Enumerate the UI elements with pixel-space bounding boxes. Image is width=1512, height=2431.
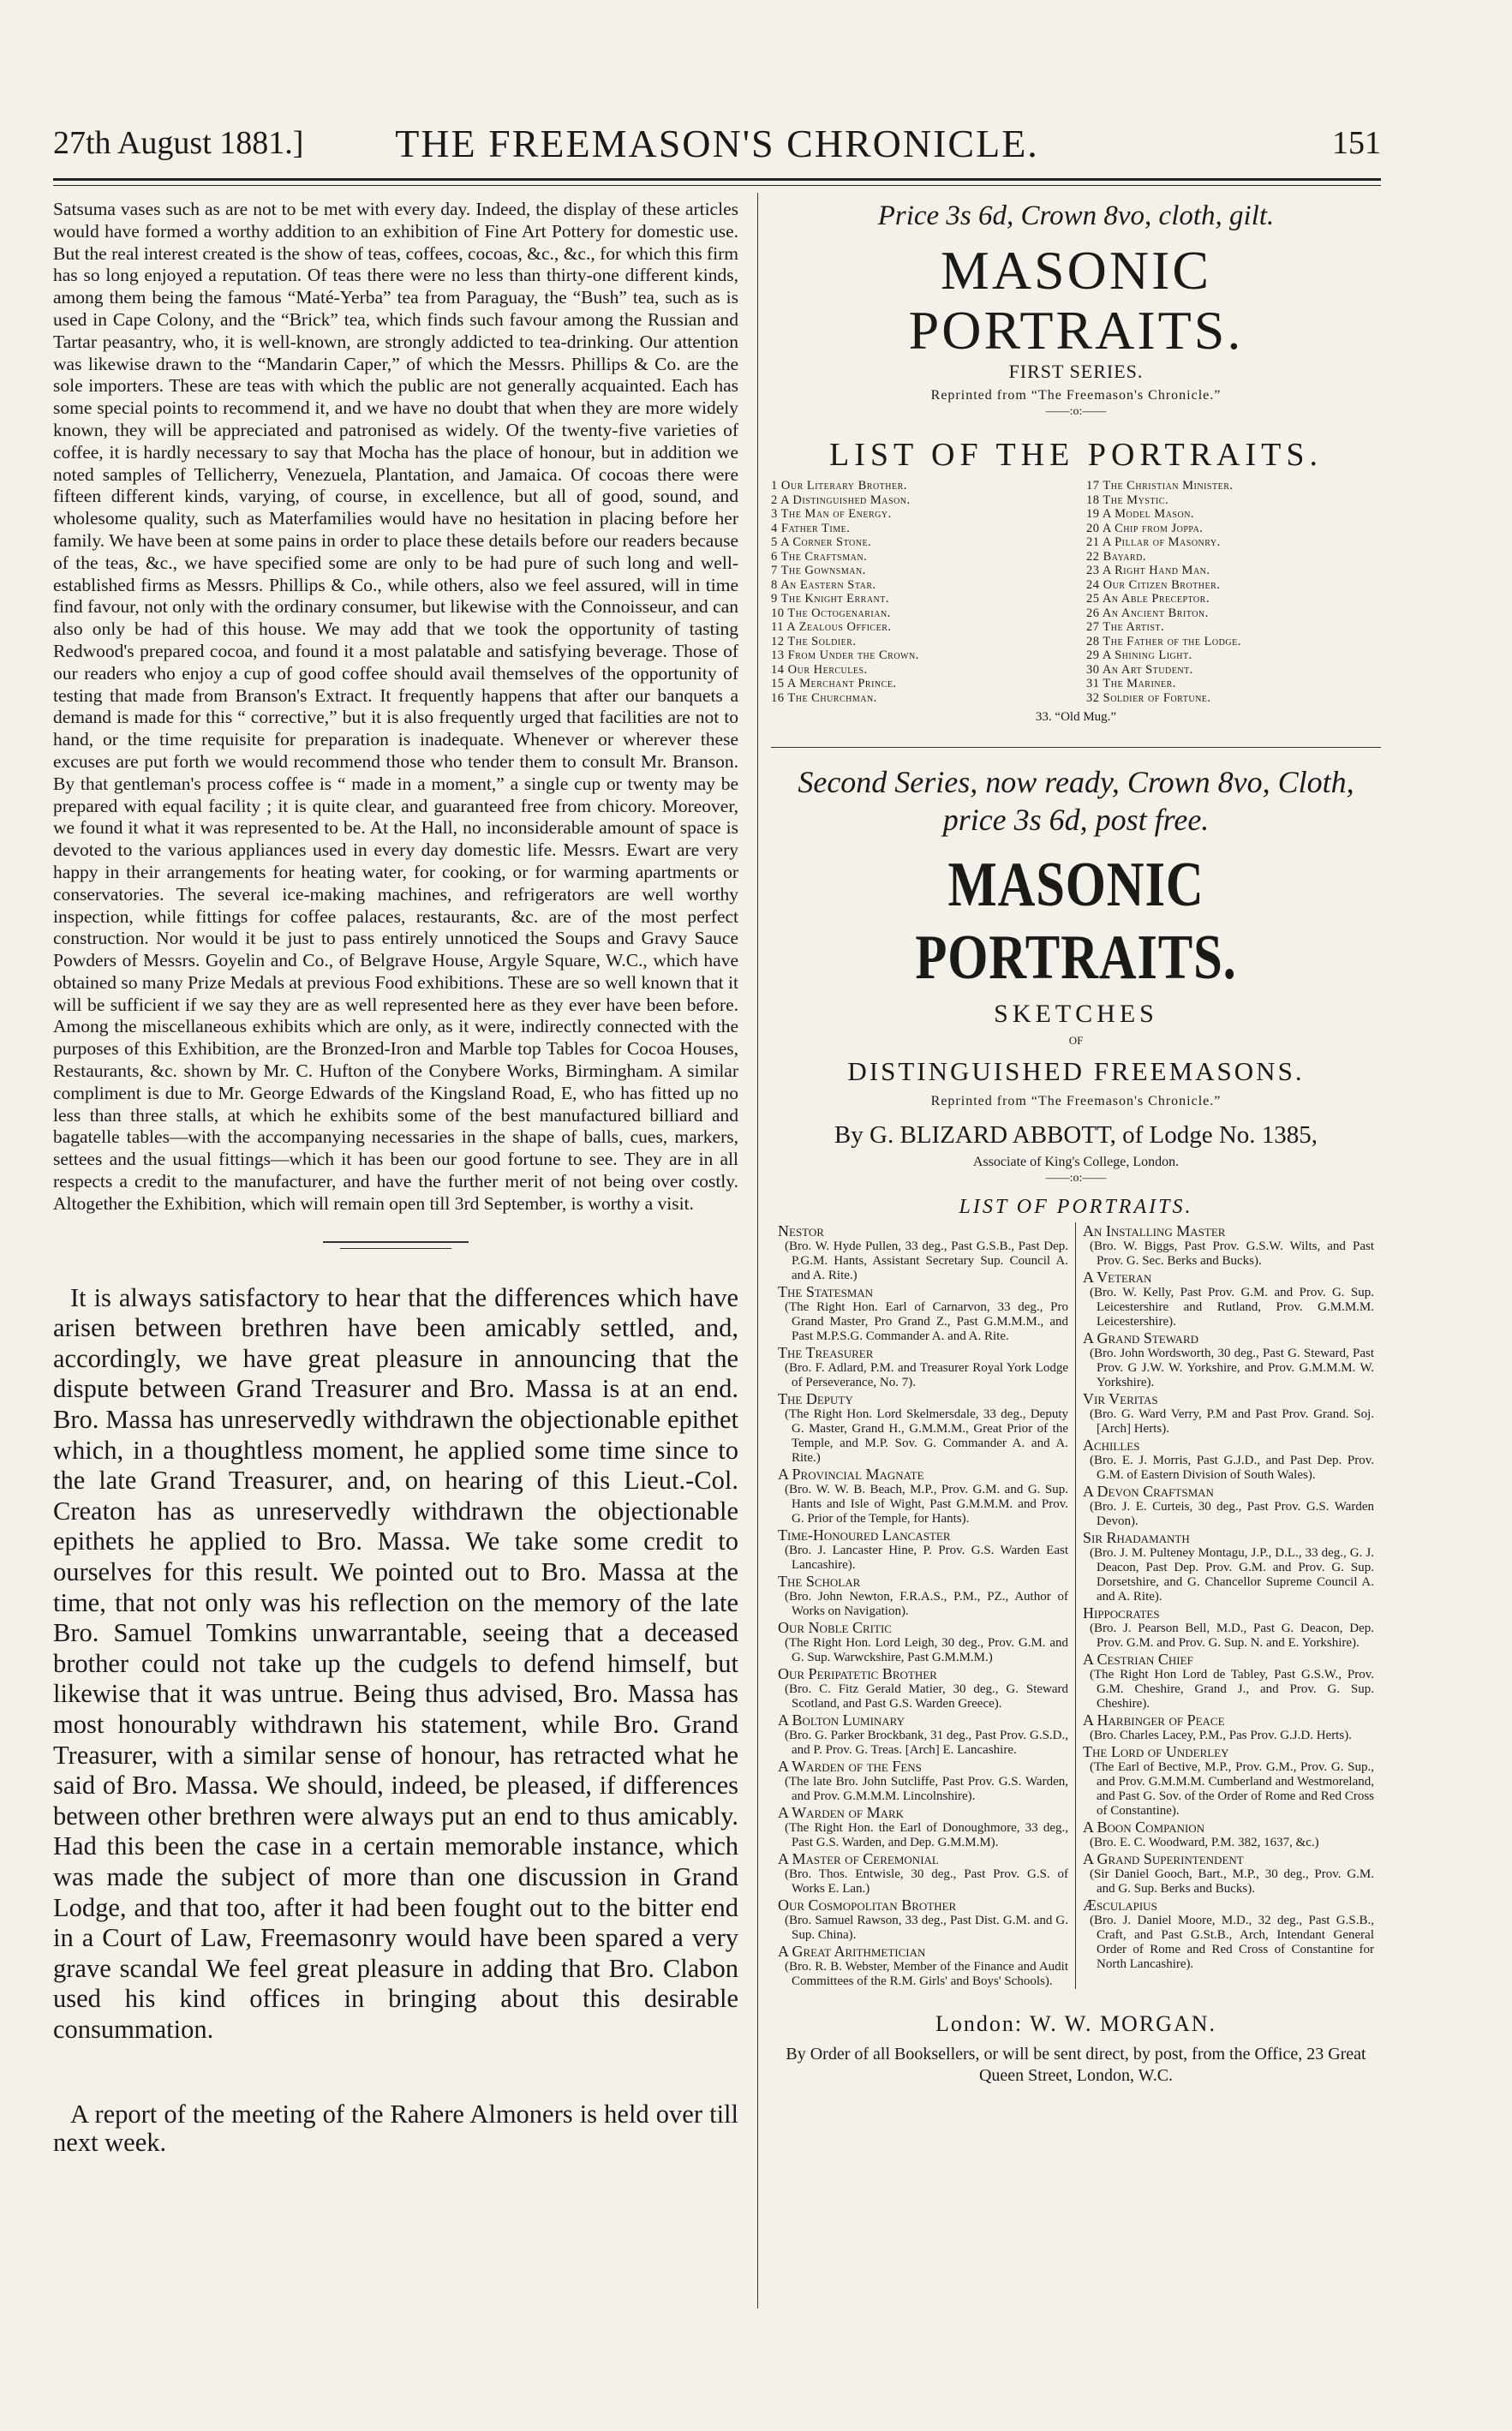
- list-item: [778, 1526, 1068, 1573]
- list-item: [1083, 1529, 1374, 1604]
- list-item: 12 The Soldier.: [771, 634, 857, 648]
- ad2-distinguished: DISTINGUISHED FREEMASONS.: [847, 1056, 1305, 1086]
- ad1-list-title: LIST OF THE PORTRAITS.: [829, 437, 1323, 473]
- list-item: 23 A Right Hand Man.: [1086, 564, 1210, 577]
- list-item: [1083, 1436, 1374, 1483]
- portrait-description: (The Right Hon. the Earl of Donoughmore, 33 deg., Past G.S. Warden, and Dep. G.M.M.M).: [785, 1821, 1068, 1849]
- page-header: [53, 116, 1381, 177]
- portrait-description: (Bro. J. Lancaster Hine, P. Prov. G.S. Warden East Lancashire).: [785, 1544, 1068, 1572]
- advert-second-series: [771, 763, 1381, 2087]
- portrait-description: (Bro. Samuel Rawson, 33 deg., Past Dist. G.M. and G. Sup. China).: [785, 1914, 1068, 1942]
- portrait-description: (Bro. F. Adlard, P.M. and Treasurer Royal York Lodge of Perseverance, No. 7).: [785, 1361, 1068, 1389]
- portrait-description: (The Right Hon. Lord Skelmersdale, 33 deg., Deputy G. Master, Grand H., G.M.M.M., Great Prior of the Temple, and M.P. Sov. G. Commander A. and A. Rite.): [785, 1407, 1068, 1465]
- ad2-order-info: By Order of all Booksellers, or will be sent direct, by post, from the Office, 23 Great Queen Street, London, W.C.: [786, 2045, 1366, 2085]
- list-item: 10 The Octogenarian.: [771, 606, 891, 620]
- section-rule-short: [340, 1248, 451, 1249]
- ad2-publisher: London: W. W. MORGAN.: [935, 2011, 1217, 2036]
- portrait-description: (Sir Daniel Gooch, Bart., M.P., 30 deg., Prov. G.M. and G. Sup. Berks and Bucks).: [1090, 1867, 1374, 1896]
- list-item: 24 Our Citizen Brother.: [1086, 577, 1221, 592]
- list-item: [778, 1283, 1068, 1344]
- portrait-description: (Bro. W. Biggs, Past Prov. G.S.W. Wilts, and Past Prov. G. Sec. Berks and Bucks).: [1090, 1239, 1374, 1268]
- portrait-description: (The Right Hon. Earl of Carnarvon, 33 deg., Pro Grand Master, Pro Grand Z., Past G.M.M.M., and Past M.P.S.G. Commander A. and A. Rite.: [785, 1300, 1068, 1343]
- portrait-description: (Bro. J. E. Curteis, 30 deg., Past Prov. G.S. Warden Devon).: [1090, 1500, 1374, 1528]
- list-item: [778, 1390, 1068, 1466]
- article-rahere-notice: A report of the meeting of the Rahere Almoners is held over till next week.: [53, 2099, 738, 2157]
- ad1-series: FIRST SERIES.: [1008, 361, 1144, 382]
- ad2-heading: MASONIC PORTRAITS.: [915, 850, 1237, 993]
- portrait-name: Our Peripatetic Brother: [778, 1665, 937, 1682]
- list-item: 17 The Christian Minister.: [1086, 479, 1234, 493]
- list-item: [778, 1804, 1068, 1850]
- portrait-name: Sir Rhadamanth: [1083, 1529, 1190, 1546]
- column-divider: [757, 193, 758, 2309]
- list-item: [1083, 1743, 1374, 1819]
- list-item: 14 Our Hercules.: [771, 662, 868, 677]
- ad1-heading: MASONIC PORTRAITS.: [908, 240, 1244, 361]
- list-item: 1 Our Literary Brother.: [771, 479, 907, 493]
- portrait-name: A Cestrian Chief: [1083, 1651, 1193, 1668]
- ad2-sketches: SKETCHES: [994, 1000, 1158, 1028]
- portrait-name: A Provincial Magnate: [778, 1466, 924, 1483]
- portrait-name: Vir Veritas: [1083, 1390, 1158, 1407]
- list-item: [778, 1711, 1068, 1758]
- portrait-name: The Lord of Underley: [1083, 1743, 1229, 1760]
- ad1-price: Price 3s 6d, Crown 8vo, cloth, gilt.: [877, 200, 1275, 231]
- portrait-name: A Devon Craftsman: [1083, 1483, 1214, 1500]
- list-item: [1083, 1269, 1374, 1329]
- portrait-description: (Bro. John Newton, F.R.A.S., P.M., PZ., Author of Works on Navigation).: [785, 1590, 1068, 1618]
- ad2-portrait-list: [771, 1222, 1381, 1989]
- list-item: [1083, 1483, 1374, 1529]
- ad2-list-col-left: [771, 1222, 1076, 1989]
- portrait-name: Nestor: [778, 1222, 824, 1239]
- list-item: [778, 1665, 1068, 1711]
- page-number: 151: [1332, 125, 1381, 161]
- list-item: 29 A Shining Light.: [1086, 648, 1192, 662]
- article-exhibition: Satsuma vases such as are not to be met with every day. Indeed, the display of these articles would have formed a worthy addition to an exhibition of Fine Art Pottery for domestic use. But the real interest created is the show of teas, coffees, cocoas, &c., &c., for which this firm has so long enjoyed a reputation. Of teas there were no less than thirty-one different kinds, among them being the famous “Maté-Yerba” tea from Paraguay, the “Bush” tea, such as is used in Cape Colony, and the “Brick” tea, which finds such favour among the Russian and Tartar peasantry, who, it is well-known, are strongly addicted to tea-drinking. Our attention was likewise drawn to the “Mandarin Caper,” of which the Messrs. Phillips & Co. are the sole importers. These are teas with which the public are not generally acquainted. Each has some special points to recommend it, and we have no doubt that when they are more widely known, they will be appreciated and patronised as widely. Of the twenty-five varieties of coffee, it is hardly necessary to say that Mocha has the place of honour, but in addition we noted samples of Tellicherry, Venezuela, Plantation, and Jamaica. Of cocoas there were fifteen different kinds, varying, of course, in excellence, but all of good, sound, and wholesome quality, such as Materfamilies would have no hesitation in placing before her family. We have been at some pains in order to place these details before our readers because of the teas, &c., we have specified some are only to be had pure of such long and well-established firms as Messrs. Phillips & Co., while others, also we feel assured, will in time find favour, not only with the ordinary consumer, but likewise with the Connoisseur, and can also only be had of this house. We may add that we took the opportunity of tasting Redwood's prepared cocoa, and found it a most palatable and satisfying beverage. Those of our readers who enjoy a cup of good coffee should avail themselves of the opportunity of testing that made from Branson's Extract. It frequently happens that after our banquets a demand is made for this “ corrective,” but it is also frequently urged that facilities are not to hand, or the time requisite for preparation is inadequate. Whenever or wherever these excuses are put forth we would recommend those who tender them to consult Mr. Branson. By that gentleman's process coffee is “ made in a moment,” a single cup or twenty may be prepared with equal facility ; it is quite clear, and guaranteed free from chicory. Moreover, we found it what it was represented to be. At the Hall, no inconsiderable amount of space is devoted to the various appliances used in every day domestic life. Messrs. Ewart are very happy in their arrangements for heating water, for cooking, or for warming apartments or conservatories. The several ice-making machines, and refrigerators are well worthy inspection, while fittings for coffee palaces, restaurants, &c. are of the most perfect construction. Nor would it be just to pass entirely unnoticed the Soups and Gravy Sauce Powders of Messrs. Goyelin and Co., of Belgrave House, Argyle Square, W.C., which have obtained so many Prize Medals at previous Food exhibitions. These are so well known that it will be sufficient if we say they are as well represented here as they ever have been before. Among the miscellaneous exhibits which are only, as it were, indirectly connected with the purposes of this Exhibition, are the Bronzed-Iron and Marble top Tables for Cocoa Houses, Restaurants, &c. shown by Mr. C. Hufton of the Conybere Works, Birmingham. A similar compliment is due to Mr. George Edwards of the Kingsland Road, E, who has fitted up no less than three stalls, at which he exhibits some of the best manufactured billiard and bagatelle tables—with the accompanying necessaries in the shape of balls, cues, markers, settees and the usual fittings—which it has been our good fortune to see. They are in all respects a credit to the manufacturer, and have the further merit of not being over costly. Altogether the Exhibition, which will remain open till 3rd September, is worthy a visit.: [53, 199, 738, 1214]
- list-item: [778, 1943, 1068, 1989]
- list-item: 5 A Corner Stone.: [771, 535, 872, 549]
- portrait-name: A Grand Steward: [1083, 1329, 1199, 1347]
- list-item: 16 The Churchman.: [771, 690, 877, 705]
- list-item: 15 A Merchant Prince.: [771, 677, 897, 690]
- list-item: 8 An Eastern Star.: [771, 577, 876, 592]
- list-item: 11 A Zealous Officer.: [771, 620, 892, 634]
- list-item: [1083, 1604, 1374, 1651]
- portrait-description: (Bro. W. W. B. Beach, M.P., Prov. G.M. and G. Sup. Hants and Isle of Wight, Past G.M.M.M. and Prov. G. Prior of the Temple, for Hants).: [785, 1483, 1068, 1526]
- list-item: [1083, 1329, 1374, 1390]
- portrait-name: A Master of Ceremonial: [778, 1850, 939, 1867]
- ad1-list-col-right: [1086, 479, 1381, 705]
- portrait-name: The Deputy: [778, 1390, 853, 1407]
- ad2-dash: ——:o:——: [1045, 1172, 1107, 1185]
- right-column: [771, 199, 1381, 2087]
- list-item: [778, 1466, 1068, 1526]
- list-item: 13 From Under the Crown.: [771, 648, 919, 662]
- list-item: [778, 1758, 1068, 1804]
- portrait-description: (Bro. John Wordsworth, 30 deg., Past G. Steward, Past Prov. G J.W. W. Yorkshire, and Prov. G.M.M.M. W. Yorkshire).: [1090, 1347, 1374, 1389]
- portrait-description: (The late Bro. John Sutcliffe, Past Prov. G.S. Warden, and Prov. G.M.M.M. Lincolnshire).: [785, 1775, 1068, 1803]
- ad1-dash: ——:o:——: [1045, 405, 1107, 418]
- list-item: 25 An Able Preceptor.: [1086, 592, 1210, 606]
- portrait-description: (The Right Hon Lord de Tabley, Past G.S.W., Prov. G.M. Cheshire, Grand J., and Prov. G. Sup. Cheshire).: [1090, 1668, 1374, 1711]
- portrait-description: (Bro. W. Hyde Pullen, 33 deg., Past G.S.B., Past Dep. P.G.M. Hants, Assistant Secretary Sup. Council A. and A. Rite.): [785, 1239, 1068, 1282]
- list-item: 32 Soldier of Fortune.: [1086, 690, 1211, 705]
- portrait-description: (Bro. J. M. Pulteney Montagu, J.P., D.L., 33 deg., G. J. Deacon, Past Dep. Prov. G.M. and Prov. G. Sup. Dorsetshire, and G. Chancellor Supreme Council A. and A. Rite).: [1090, 1546, 1374, 1604]
- masthead-title: THE FREEMASON'S CHRONICLE.: [395, 122, 1039, 165]
- portrait-name: The Treasurer: [778, 1344, 874, 1361]
- ad2-first-line: Second Series, now ready, Crown 8vo, Cloth, price 3s 6d, post free.: [798, 765, 1354, 837]
- list-item: [1083, 1819, 1374, 1850]
- portrait-description: (The Earl of Bective, M.P., Prov. G.M., Prov. G. Sup., and Prov. G.M.M.M. Cumberland and Westmoreland, and Past G. Sov. of the Order of Rome and Red Cross of Constantine).: [1090, 1760, 1374, 1818]
- list-item: 22 Bayard.: [1086, 549, 1146, 564]
- portrait-name: A Warden of Mark: [778, 1804, 905, 1821]
- list-item: 18 The Mystic.: [1086, 493, 1169, 507]
- portrait-name: An Installing Master: [1083, 1222, 1226, 1239]
- portrait-name: The Scholar: [778, 1573, 861, 1590]
- ad2-list-title: LIST OF PORTRAITS.: [959, 1196, 1193, 1218]
- list-item: [1083, 1651, 1374, 1711]
- ad2-associate: Associate of King's College, London.: [972, 1155, 1180, 1169]
- ad2-list-col-right: [1076, 1222, 1381, 1989]
- portrait-name: A Great Arithmetician: [778, 1943, 926, 1960]
- list-item: 31 The Mariner.: [1086, 677, 1176, 690]
- portrait-description: (Bro. R. B. Webster, Member of the Finance and Audit Committees of the R.M. Girls' and Boys' Schools).: [785, 1960, 1068, 1988]
- list-item: 4 Father Time.: [771, 521, 851, 535]
- list-item: [778, 1573, 1068, 1619]
- list-item: 21 A Pillar of Masonry.: [1086, 535, 1221, 549]
- list-item: 26 An Ancient Briton.: [1086, 606, 1209, 620]
- portrait-name: Our Cosmopolitan Brother: [778, 1896, 957, 1914]
- portrait-name: Our Noble Critic: [778, 1619, 892, 1636]
- ad2-byline: By G. BLIZARD ABBOTT, of Lodge No. 1385,: [834, 1121, 1318, 1149]
- ad1-list-col-left: [771, 479, 1066, 705]
- list-item: [1083, 1850, 1374, 1896]
- list-item: [778, 1344, 1068, 1390]
- list-item: [1083, 1711, 1374, 1743]
- header-rule-thin: [53, 185, 1381, 186]
- portrait-name: A Harbinger of Peace: [1083, 1711, 1225, 1729]
- ad1-portrait-list: [771, 479, 1381, 705]
- portrait-name: A Warden of the Fens: [778, 1758, 922, 1775]
- portrait-description: (Bro. Thos. Entwisle, 30 deg., Past Prov. G.S. of Works E. Lan.): [785, 1867, 1068, 1896]
- portrait-description: (Bro. G. Ward Verry, P.M and Past Prov. Grand. Soj. [Arch] Herts).: [1090, 1407, 1374, 1436]
- ad2-reprinted: Reprinted from “The Freemason's Chronicle.”: [930, 1094, 1222, 1108]
- list-item: 6 The Craftsman.: [771, 549, 868, 564]
- portrait-name: A Veteran: [1083, 1269, 1152, 1286]
- portrait-description: (Bro. Charles Lacey, P.M., Pas Prov. G.J.D. Herts).: [1090, 1729, 1352, 1742]
- portrait-description: (Bro. J. Daniel Moore, M.D., 32 deg., Past G.S.B., Craft, and Past G.St.B., Arch, Intendant General Order of Rome and Red Cross of Constantine for North Lancashire).: [1090, 1914, 1374, 1971]
- portrait-name: A Boon Companion: [1083, 1819, 1205, 1836]
- portrait-name: Hippocrates: [1083, 1604, 1160, 1622]
- list-item: [778, 1222, 1068, 1283]
- list-item: [1083, 1222, 1374, 1269]
- list-item: [778, 1896, 1068, 1943]
- issue-date: 27th August 1881.]: [53, 125, 304, 161]
- list-item: [1083, 1896, 1374, 1972]
- portrait-description: (Bro. J. Pearson Bell, M.D., Past G. Deacon, Dep. Prov. G.M. and Prov. G. Sup. N. and E. Yorkshire).: [1090, 1622, 1374, 1650]
- header-rule: [53, 178, 1381, 181]
- ad2-of: OF: [1068, 1034, 1084, 1047]
- list-item: 20 A Chip from Joppa.: [1086, 521, 1204, 535]
- list-item: 19 A Model Mason.: [1086, 507, 1195, 521]
- portrait-name: The Statesman: [778, 1283, 874, 1300]
- list-item: 9 The Knight Errant.: [771, 592, 889, 606]
- portrait-name: Æsculapius: [1083, 1896, 1157, 1914]
- article-massa-dispute: It is always satisfactory to hear that the differences which have arisen between brethren have been amicably settled, and, accordingly, we have great pleasure in announcing that the dispute between Grand Treasurer and Bro. Massa is at an end. Bro. Massa has unreservedly withdrawn the objectionable epithet which, in a thoughtless moment, he applied some time since to the late Grand Treasurer, and, on hearing of this Lieut.-Col. Creaton has as unreservedly withdrawn the objectionable epithets he applied to Bro. Massa. We take some credit to ourselves for this result. We pointed out to Bro. Massa at the time, that not only was his reflection on the memory of the late Bro. Samuel Tomkins unwarrantable, seeing that a deceased brother could not take up the cudgels to defend himself, but likewise that it was untrue. Being thus advised, Bro. Massa has most honourably withdrawn his statement, while Bro. Grand Treasurer, with a similar sense of honour, has retracted what he said of Bro. Massa. We should, indeed, be pleased, if differences between other brethren were always put an end to thus amicably. Had this been the case in a certain memorable instance, which was made the subject of more than one discussion in Grand Lodge, and that too, after it had been fought out to the bitter end in a Court of Law, Freemasonry would have been spared a very grave scandal We feel great pleasure in adding that Bro. Clabon used his kind offices in bringing about this desirable consummation.: [53, 1282, 738, 2044]
- list-item: [1083, 1390, 1374, 1436]
- section-rule: [323, 1241, 469, 1243]
- portrait-name: Achilles: [1083, 1436, 1140, 1454]
- list-item: 3 The Man of Energy.: [771, 507, 892, 521]
- list-item: 2 A Distinguished Mason.: [771, 493, 911, 507]
- ad1-last-item: 33. “Old Mug.”: [1035, 710, 1117, 724]
- list-item: 30 An Art Student.: [1086, 662, 1193, 677]
- portrait-description: (Bro. E. J. Morris, Past G.J.D., and Past Dep. Prov. G.M. of Eastern Division of South Wales).: [1090, 1454, 1374, 1482]
- portrait-description: (The Right Hon. Lord Leigh, 30 deg., Prov. G.M. and G. Sup. Warwckshire, Past G.M.M.M.): [785, 1636, 1068, 1664]
- list-item: 28 The Father of the Lodge.: [1086, 634, 1241, 648]
- ad1-reprinted: Reprinted from “The Freemason's Chronicle.”: [930, 388, 1222, 403]
- advert-first-series: [771, 200, 1381, 725]
- portrait-name: Time-Honoured Lancaster: [778, 1526, 951, 1544]
- portrait-description: (Bro. E. C. Woodward, P.M. 382, 1637, &c.): [1090, 1836, 1319, 1849]
- portrait-description: (Bro. C. Fitz Gerald Matier, 30 deg., G. Steward Scotland, and Past G.S. Warden Greece).: [785, 1682, 1068, 1711]
- list-item: [778, 1619, 1068, 1665]
- list-item: 27 The Artist.: [1086, 620, 1165, 634]
- portrait-name: A Grand Superintendent: [1083, 1850, 1244, 1867]
- portrait-description: (Bro. W. Kelly, Past Prov. G.M. and Prov. G. Sup. Leicestershire and Rutland, Prov. G.M.M.M. Leicestershire).: [1090, 1286, 1374, 1329]
- portrait-name: A Bolton Luminary: [778, 1711, 905, 1729]
- portrait-description: (Bro. G. Parker Brockbank, 31 deg., Past Prov. G.S.D., and P. Prov. G. Treas. [Arch] E. Lancashire.: [785, 1729, 1068, 1757]
- list-item: 7 The Gownsman.: [771, 564, 866, 577]
- left-column: [53, 199, 738, 2157]
- advert-rule: [771, 747, 1381, 748]
- list-item: [778, 1850, 1068, 1896]
